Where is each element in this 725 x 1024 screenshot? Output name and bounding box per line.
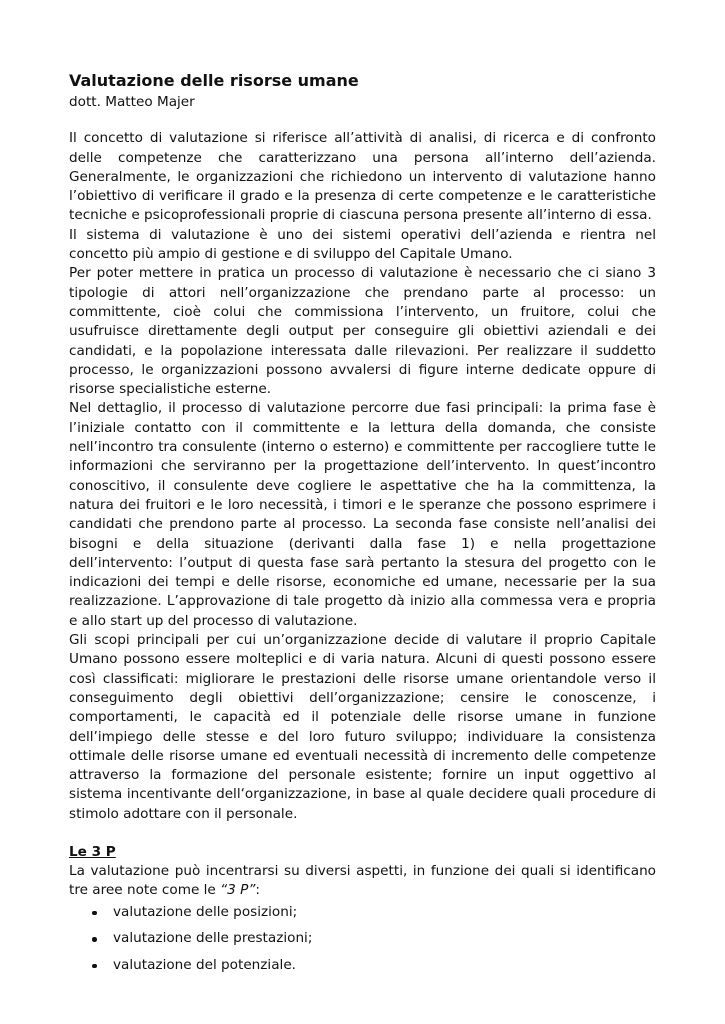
document-title: Valutazione delle risorse umane <box>69 71 359 90</box>
section-intro-end: : <box>255 882 260 899</box>
paragraph-scopi: Gli scopi principali per cui un’organizzazione decide di valutare il proprio Capitale Umano possono essere molteplici e di varia natura. Alcuni di questi possono essere così classificati: migliorare le prestazioni delle risorse umane orientandole verso il conseguimento degli obiettivi dell’organizzazione; censire le conoscenze, i comportamenti, le capacità ed il potenziale delle risorse umane in funzione dell’impiego delle stesse e del loro futuro sviluppo; individuare la consistenza ottimale delle risorse umane ed eventuali necessità di incremento delle competenze attraverso la formazione del personale esistente; fornire un input oggettivo al sistema incentivante dell‘organizzazione, in base al quale decidere quali procedure di stimolo adottare con il personale. <box>69 632 656 822</box>
paragraph-sistema-valutazione: Il sistema di valutazione è uno dei sistemi operativi dell’azienda e rientra nel concetto più ampio di gestione e di sviluppo del Capitale Umano. <box>69 226 656 263</box>
list-item: valutazione delle prestazioni; <box>89 929 656 948</box>
list-item: valutazione delle posizioni; <box>89 903 656 922</box>
document-page <box>69 64 656 982</box>
list-item: valutazione del potenziale. <box>89 956 656 975</box>
paragraph-fasi: Nel dettaglio, il processo di valutazione percorre due fasi principali: la prima fase è l’iniziale contatto con il committente e la lettura della domanda, che consiste nell’incontro tra consulente (interno o esterno) e committente per raccogliere tutte le informazioni che serviranno per la progettazione dell’intervento. In quest’incontro conoscitivo, il consulente deve cogliere le aspettative che ha la committenza, la natura dei fruitori e le loro necessità, i timori e le speranze che possono esprimere i candidati che prendono parte al processo. La seconda fase consiste nell’analisi dei bisogni e della situazione (derivanti dalla fase 1) e nella progettazione dell’intervento: l’output di questa fase sarà pertanto la stesura del progetto con le indicazioni dei tempi e delle risorse, economiche ed umane, necessarie per la sua realizzazione. L’approvazione di tale progetto dà inizio alla commessa vera e propria e allo start up del processo di valutazione. <box>69 400 656 629</box>
section-intro-emphasis: “3 P” <box>220 882 256 899</box>
document-author: dott. Matteo Majer <box>69 94 195 110</box>
paragraph-attori: Per poter mettere in pratica un processo di valutazione è necessario che ci siano 3 tipologie di attori nell’organizzazione che prendano parte al processo: un committente, cioè colui che commissiona l’intervento, un fruitore, colui che usufruisce direttamente degli output per conseguire gli obiettivi aziendali e dei candidati, e la popolazione interessata dalle rilevazioni. Per realizzare il suddetto processo, le organizzazioni possono avvalersi di figure interne dedicate oppure di risorse specialistiche esterne. <box>69 265 656 398</box>
bullet-list <box>69 903 656 975</box>
section-intro-text: La valutazione può incentrarsi su diversi aspetti, in funzione dei quali si identificano tre aree note come le <box>69 862 656 899</box>
section-heading: Le 3 P <box>69 843 116 860</box>
paragraph-valutazione-concetto: Il concetto di valutazione si riferisce all’attività di analisi, di ricerca e di confronto delle competenze che caratterizzano una persona all’interno dell’azienda. Generalmente, le organizzazioni che richiedono un intervento di valutazione hanno l’obiettivo di verificare il grado e la presenza di certe competenze e le caratteristiche tecniche e psicoprofessionali proprie di ciascuna persona presente all’interno di essa. <box>69 130 656 224</box>
section-intro <box>69 862 656 901</box>
